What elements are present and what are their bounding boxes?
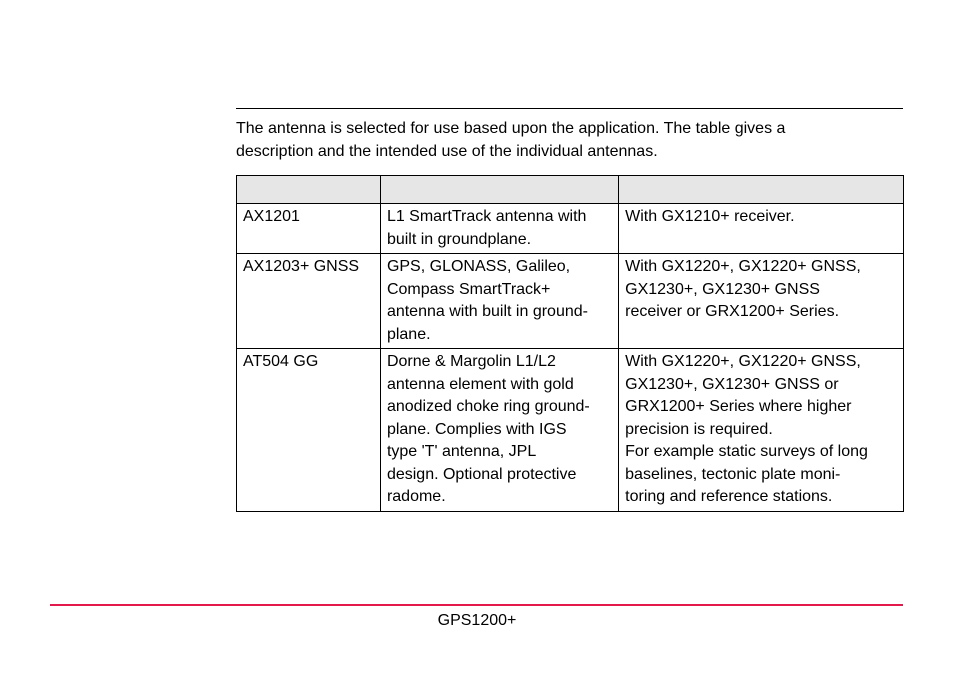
table-row	[237, 254, 904, 349]
cell-line: With GX1210+ receiver.	[625, 208, 795, 225]
cell-line: receiver or GRX1200+ Series.	[625, 303, 840, 320]
antenna-table	[236, 175, 904, 512]
cell-line: built in groundplane.	[386, 230, 532, 248]
header-cell-description	[380, 176, 618, 204]
cell-line: GX1230+, GX1230+ GNSS or	[625, 375, 839, 393]
footer-product-name: GPS1200+	[437, 612, 517, 629]
cell-line: GX1230+, GX1230+ GNSS	[625, 280, 820, 298]
cell-line: baselines, tectonic plate moni-	[625, 465, 841, 483]
cell-use	[619, 204, 904, 254]
header-cell-type	[237, 176, 381, 204]
cell-line: With GX1220+, GX1220+ GNSS,	[625, 353, 861, 370]
table-row	[237, 349, 904, 512]
section-top-rule	[236, 108, 903, 109]
cell-line: L1 SmartTrack antenna with	[386, 208, 587, 225]
cell-line: plane. Complies with IGS	[386, 420, 567, 438]
cell-use	[619, 349, 904, 512]
intro-line: The antenna is selected for use based upon the application. The table gives a	[236, 120, 786, 137]
cell-line: Compass SmartTrack+	[386, 280, 551, 298]
cell-line: With GX1220+, GX1220+ GNSS,	[625, 258, 861, 275]
cell-antenna-type	[237, 254, 381, 349]
cell-description	[380, 349, 618, 512]
cell-line: For example static surveys of long	[625, 443, 868, 460]
intro-line: description and the intended use of the individual antennas.	[236, 142, 658, 160]
table-row	[237, 204, 904, 254]
footer-rule	[50, 604, 903, 606]
header-cell-use	[619, 176, 904, 204]
cell-line: plane.	[386, 325, 431, 343]
cell-line: AT504 GG	[243, 353, 319, 370]
table-header-row	[237, 176, 904, 204]
cell-line: anodized choke ring ground-	[386, 398, 590, 415]
cell-line: GPS, GLONASS, Galileo,	[386, 258, 571, 275]
cell-use	[619, 254, 904, 349]
cell-line: GRX1200+ Series where higher	[625, 398, 852, 415]
cell-line: antenna element with gold	[386, 375, 574, 393]
cell-description	[380, 254, 618, 349]
cell-line: Dorne & Margolin L1/L2	[386, 353, 556, 370]
cell-line: radome.	[386, 488, 446, 505]
cell-line: AX1201	[243, 208, 300, 225]
cell-line: precision is required.	[625, 420, 773, 438]
intro-paragraph	[236, 118, 903, 163]
cell-line: AX1203+ GNSS	[243, 258, 360, 275]
cell-line: toring and reference stations.	[625, 488, 833, 505]
cell-line: design. Optional protective	[386, 465, 577, 483]
cell-antenna-type	[237, 349, 381, 512]
cell-description	[380, 204, 618, 254]
cell-line: antenna with built in ground-	[386, 303, 588, 320]
cell-antenna-type	[237, 204, 381, 254]
cell-line: type 'T' antenna, JPL	[386, 443, 537, 460]
